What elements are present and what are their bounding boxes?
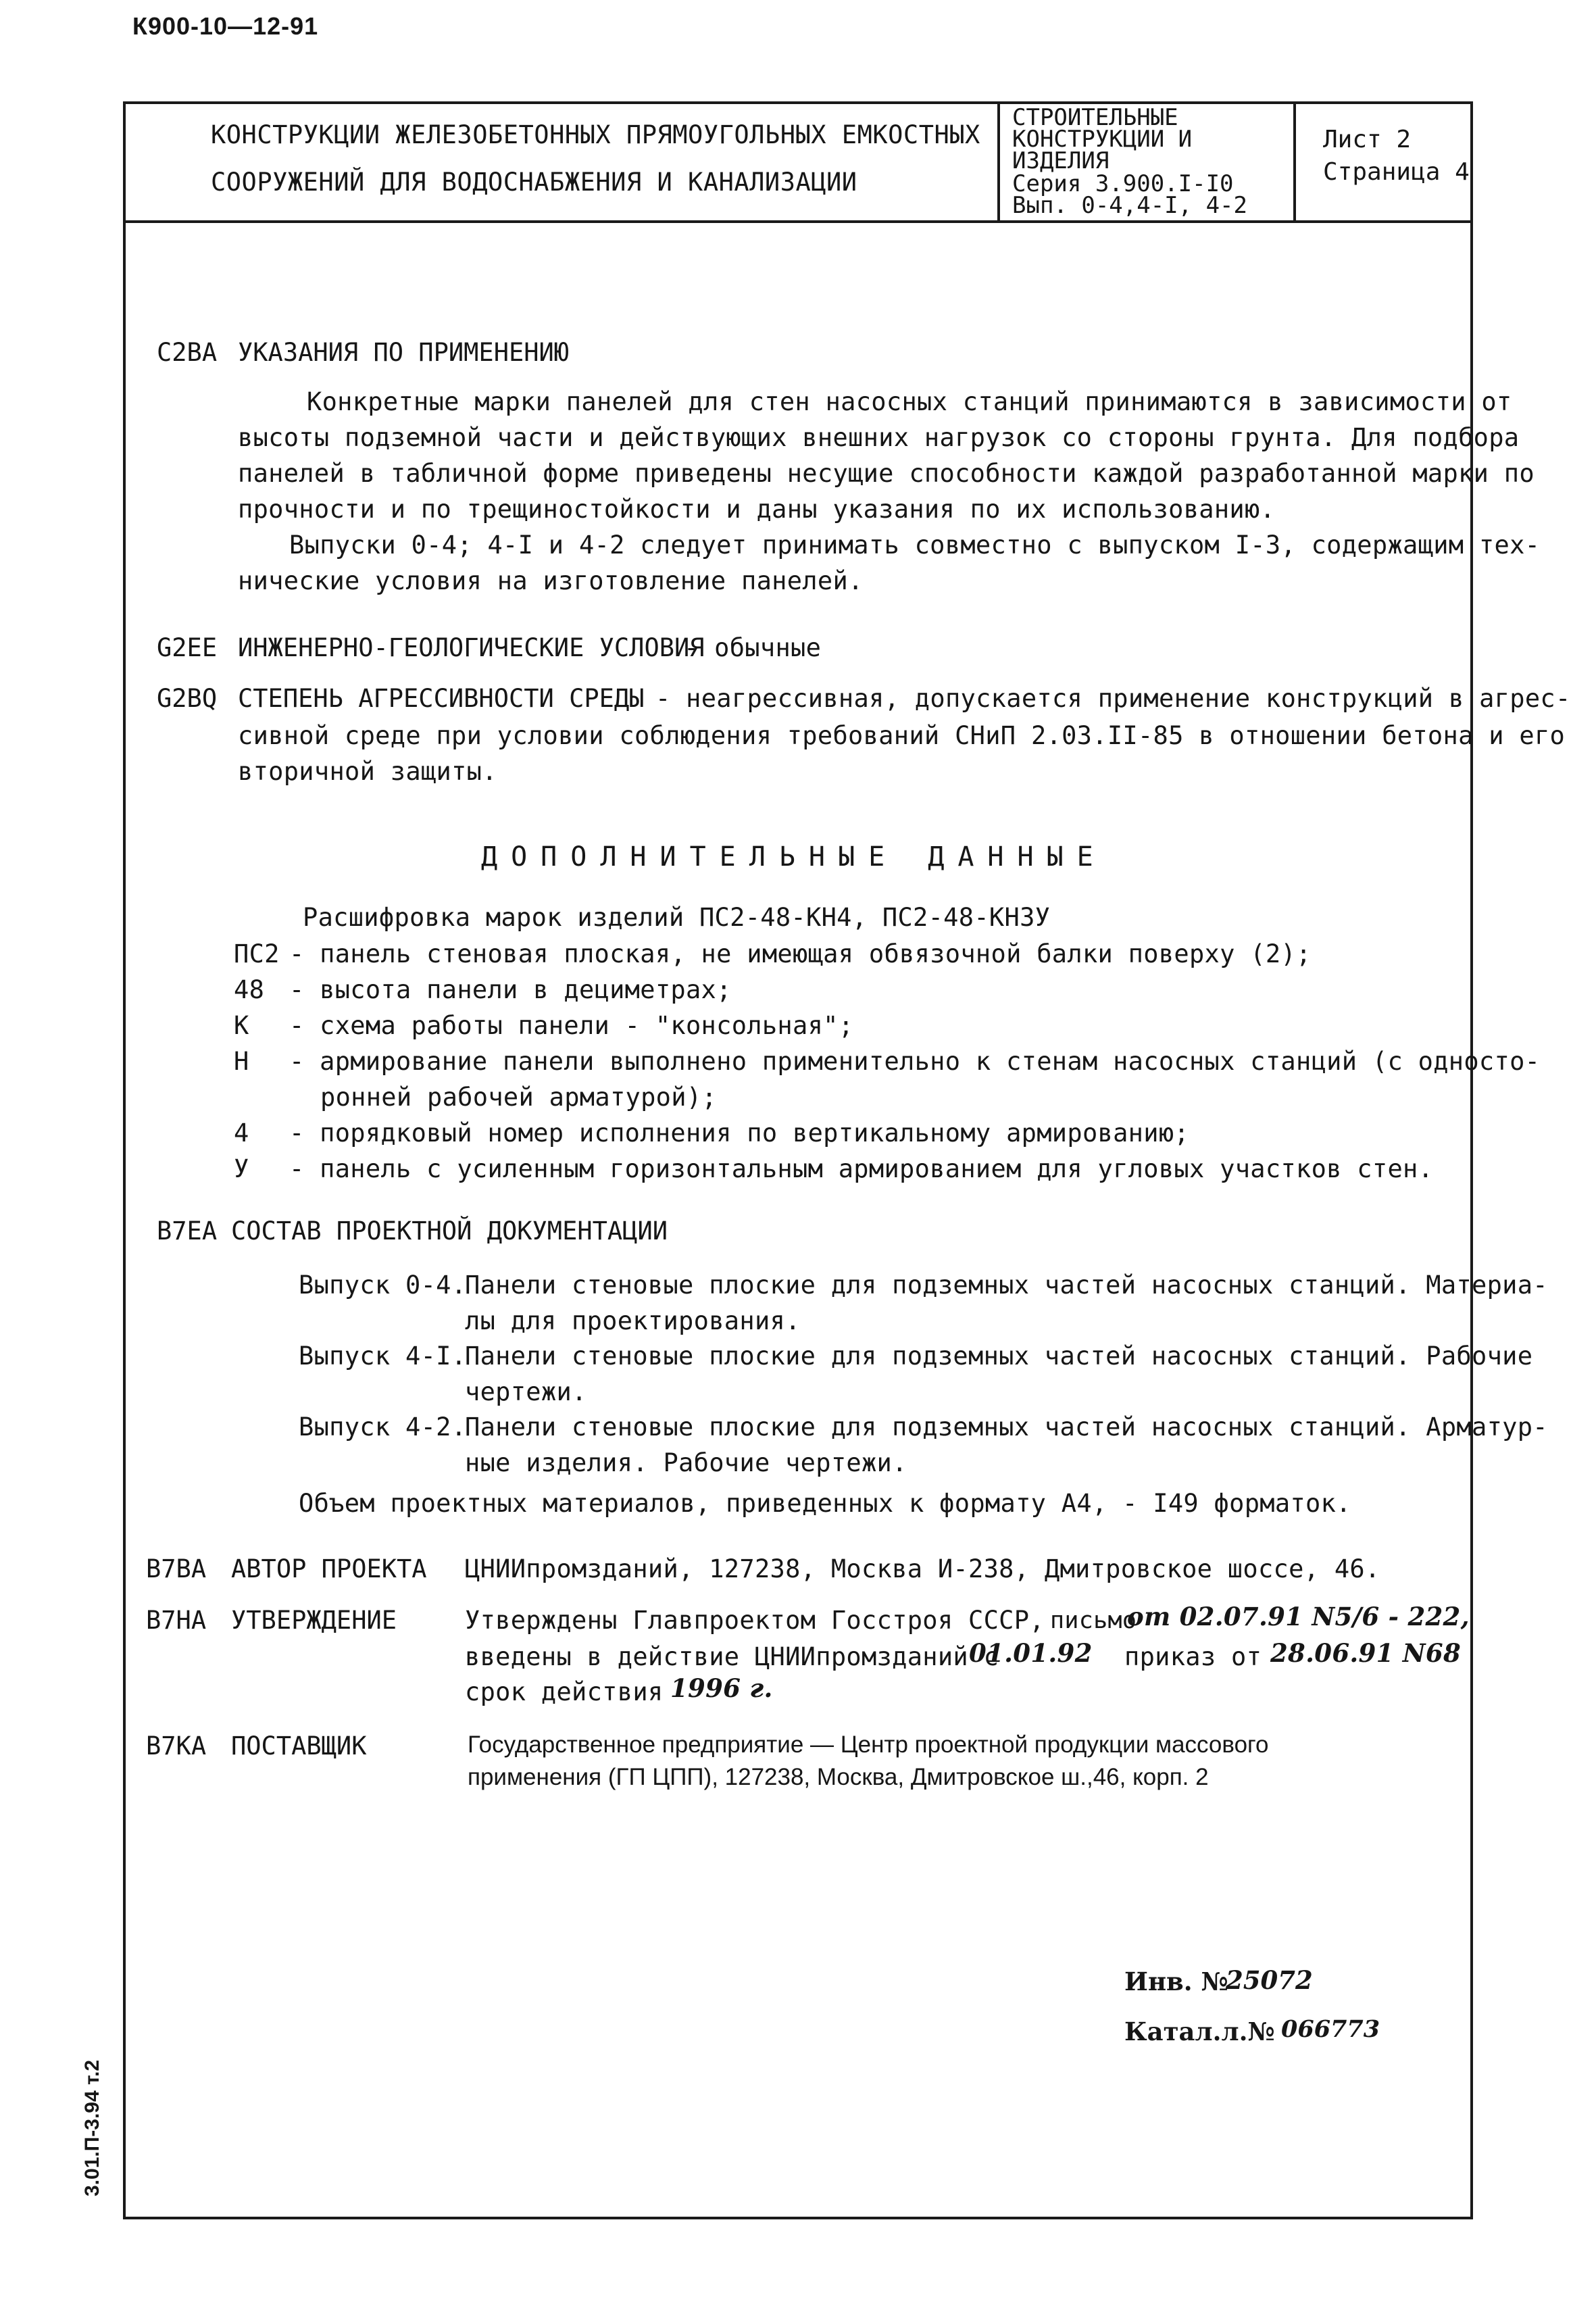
- usage-line: Конкретные марки панелей для стен насосных станций принимаются в зависимости от: [307, 387, 1512, 416]
- approval-validity-handwritten: 1996 г.: [670, 1673, 773, 1703]
- supplier-line: Государственное предприятие — Центр проектной продукции массового: [468, 1731, 1269, 1758]
- header-title-line1: КОНСТРУКЦИИ ЖЕЛЕЗОБЕТОННЫХ ПРЯМОУГОЛЬНЫХ ЕМКОСТНЫХ: [211, 120, 980, 149]
- geology-value: - обычные: [684, 633, 822, 662]
- header-series: Серия 3.900.I-I0: [1012, 170, 1234, 197]
- header-category-line: ИЗДЕЛИЯ: [1012, 147, 1109, 174]
- issue-description: Панели стеновые плоские для подземных частей насосных станций. Материа-: [465, 1271, 1548, 1300]
- documentation-volume: Объем проектных материалов, приведенных к формату А4, - I49 форматок.: [299, 1489, 1351, 1518]
- author-value: ЦНИИпромзданий, 127238, Москва И-238, Дмитровское шоссе, 46.: [465, 1554, 1380, 1583]
- usage-line: Выпуски 0-4; 4-I и 4-2 следует принимать совместно с выпуском I-3, содержащим тех-: [289, 531, 1541, 560]
- usage-line: панелей в табличной форме приведены несущие способности каждой разработанной марки по: [238, 459, 1535, 488]
- mark-key: Н: [234, 1047, 249, 1076]
- issue-description: лы для проектирования.: [465, 1306, 801, 1335]
- mark-key: 4: [234, 1118, 249, 1148]
- header-category-line: СТРОИТЕЛЬНЫЕ: [1012, 104, 1178, 131]
- title-block-divider: [1293, 101, 1296, 223]
- mark-description: - панель стеновая плоская, не имеющая обвязочной балки поверху (2);: [289, 939, 1312, 968]
- section-title-documentation: СОСТАВ ПРОЕКТНОЙ ДОКУМЕНТАЦИИ: [231, 1216, 668, 1246]
- header-title-line2: СООРУЖЕНИЙ ДЛЯ ВОДОСНАБЖЕНИЯ И КАНАЛИЗАЦИИ: [211, 168, 857, 197]
- document-code: К900-10—12-91: [132, 12, 319, 40]
- mark-key: ПС2: [234, 939, 280, 968]
- supplier-line: применения (ГП ЦПП), 127238, Москва, Дмитровское ш.,46, корп. 2: [468, 1764, 1209, 1790]
- issue-description: чертежи.: [465, 1377, 587, 1406]
- catalog-label: Катал.л.№: [1124, 2017, 1275, 2046]
- usage-line: прочности и по трещиностойкости и даны указания по их использованию.: [238, 495, 1276, 524]
- approval-letter-handwritten: от 02.07.91 N5/6 - 222,: [1127, 1602, 1470, 1631]
- title-block: [123, 101, 1473, 223]
- header-sheet: Лист 2: [1323, 126, 1412, 153]
- section-code-aggressiveness: G2BQ: [157, 684, 218, 713]
- side-stamp: 3.01.П-3.94 т.2: [81, 2059, 103, 2196]
- aggressiveness-line: вторичной защиты.: [238, 757, 497, 786]
- inventory-label: Инв. №: [1124, 1967, 1228, 1996]
- mark-description: - высота панели в дециметрах;: [289, 975, 732, 1004]
- issue-description: Панели стеновые плоские для подземных частей насосных станций. Рабочие: [465, 1341, 1533, 1371]
- section-title-approval: УТВЕРЖДЕНИЕ: [231, 1606, 397, 1635]
- approval-date-handwritten: 01.01.92: [969, 1638, 1093, 1668]
- aggressiveness-line: сивной среде при условии соблюдения требований СНиП 2.03.II-85 в отношении бетона и его: [238, 721, 1566, 750]
- section-code-usage: C2BA: [157, 338, 218, 367]
- catalog-number: 066773: [1281, 2015, 1380, 2043]
- section-title-usage: УКАЗАНИЯ ПО ПРИМЕНЕНИЮ: [238, 338, 570, 367]
- section-title-aggressiveness: СТЕПЕНЬ АГРЕССИВНОСТИ СРЕДЫ: [238, 684, 645, 713]
- approval-line: введены в действие ЦНИИпромзданий с: [465, 1642, 999, 1671]
- aggressiveness-line: - неагрессивная, допускается применение конструкций в агрес-: [655, 684, 1571, 713]
- section-code-approval: B7HA: [146, 1606, 207, 1635]
- mark-key: К: [234, 1011, 249, 1040]
- inventory-number: 25072: [1226, 1965, 1313, 1995]
- mark-key: 48: [234, 975, 265, 1004]
- mark-description: - армирование панели выполнено применительно к стенам насосных станций (с односто-: [289, 1047, 1541, 1076]
- issue-description: ные изделия. Рабочие чертежи.: [465, 1448, 907, 1477]
- mark-description: - панель с усиленным горизонтальным армированием для угловых участков стен.: [289, 1154, 1434, 1183]
- approval-letter-label: письмо: [1050, 1607, 1137, 1634]
- header-page: Страница 4: [1323, 158, 1470, 186]
- header-issues: Вып. 0-4,4-I, 4-2: [1012, 192, 1247, 219]
- section-title-geology: ИНЖЕНЕРНО-ГЕОЛОГИЧЕСКИЕ УСЛОВИЯ: [238, 633, 705, 662]
- mark-description: ронней рабочей арматурой);: [320, 1083, 717, 1112]
- section-title-supplier: ПОСТАВЩИК: [231, 1731, 367, 1761]
- section-code-geology: G2EE: [157, 633, 218, 662]
- mark-description: - порядковый номер исполнения по вертикальному армированию;: [289, 1118, 1189, 1148]
- approval-order-handwritten: 28.06.91 N68: [1270, 1638, 1462, 1668]
- usage-line: высоты подземной части и действующих внешних нагрузок со стороны грунта. Для подбора: [238, 423, 1520, 452]
- issue-description: Панели стеновые плоские для подземных частей насосных станций. Арматур-: [465, 1412, 1548, 1442]
- section-code-documentation: B7EA: [157, 1216, 218, 1246]
- section-code-author: B7BA: [146, 1554, 207, 1583]
- approval-validity-label: срок действия: [465, 1677, 664, 1706]
- issue-label: Выпуск 0-4.: [299, 1271, 467, 1300]
- section-title-author: АВТОР ПРОЕКТА: [231, 1554, 427, 1583]
- mark-key: У: [234, 1154, 249, 1183]
- approval-order-label: приказ от: [1124, 1642, 1262, 1671]
- marks-intro: Расшифровка марок изделий ПС2-48-КН4, ПС2-48-КН3У: [303, 903, 1051, 932]
- header-category-line: КОНСТРУКЦИИ И: [1012, 126, 1193, 153]
- additional-data-heading: ДОПОЛНИТЕЛЬНЫЕ ДАННЫЕ: [481, 841, 1107, 872]
- section-code-supplier: B7KA: [146, 1731, 207, 1761]
- issue-label: Выпуск 4-I.: [299, 1341, 467, 1371]
- usage-line: нические условия на изготовление панелей.: [238, 566, 864, 595]
- issue-label: Выпуск 4-2.: [299, 1412, 467, 1442]
- approval-line: Утверждены Главпроектом Госстроя СССР,: [465, 1606, 1045, 1635]
- mark-description: - схема работы панели - "консольная";: [289, 1011, 854, 1040]
- title-block-divider: [997, 101, 1000, 223]
